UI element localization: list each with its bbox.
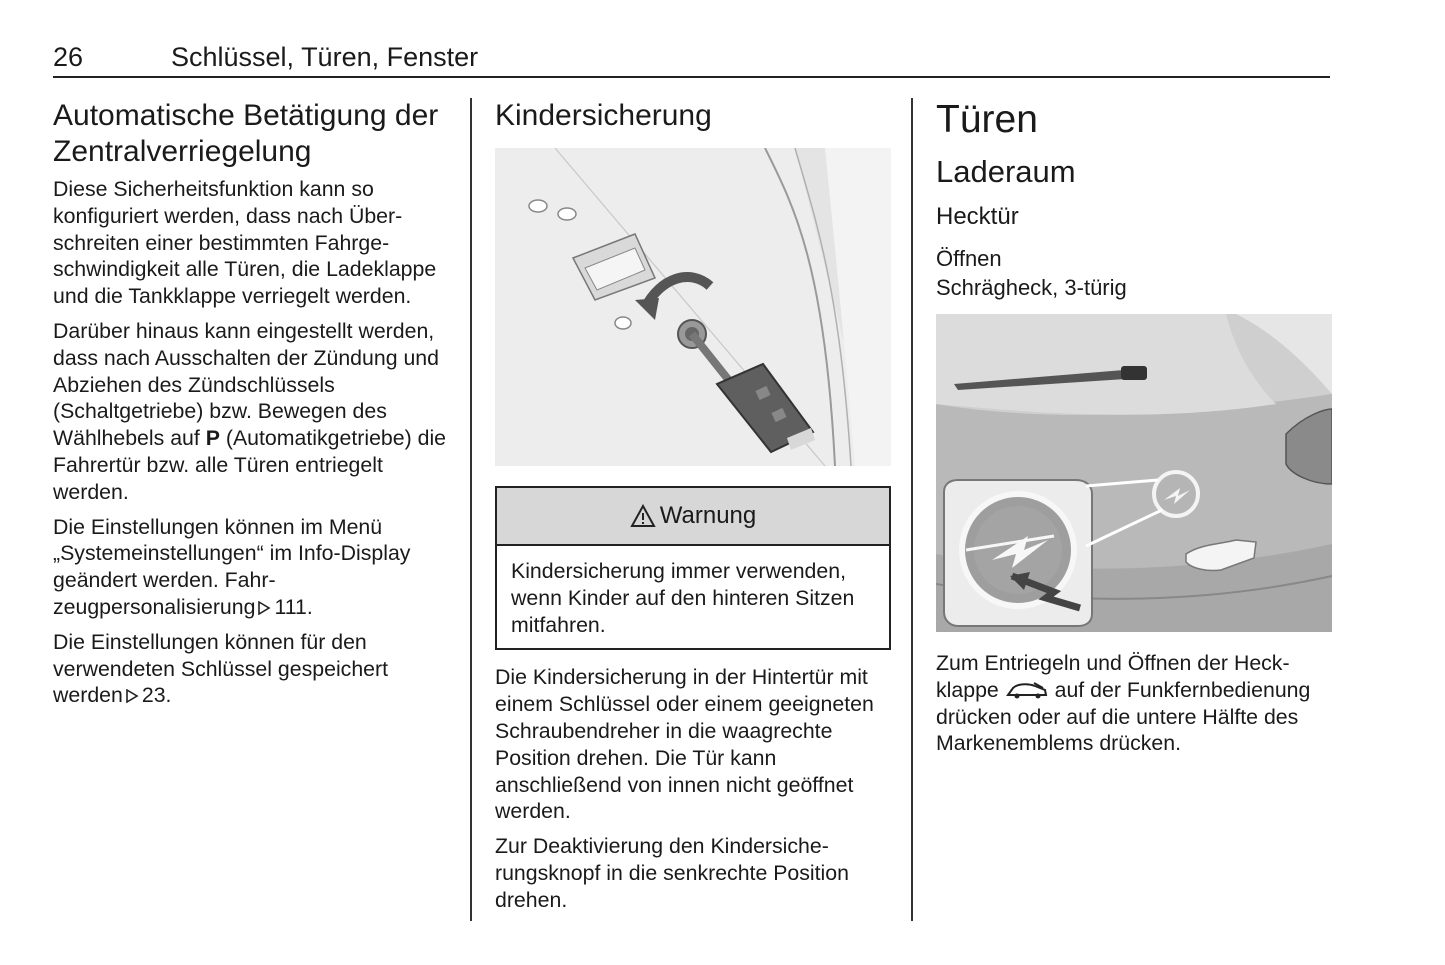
subsection-heading: Hecktür bbox=[936, 203, 1019, 230]
column-child-lock bbox=[495, 98, 891, 922]
text: Darüber hinaus kann eingestellt werden, dass nach Ausschalten der Zündung und Abziehen des Zündschlüssels (Schaltgetriebe) bzw. Bewegen des Wählhebels auf bbox=[53, 318, 439, 451]
paragraph bbox=[53, 629, 451, 709]
warning-box bbox=[495, 486, 891, 650]
column-divider bbox=[911, 98, 913, 921]
page-reference-icon bbox=[125, 689, 139, 703]
page-number: 26 bbox=[53, 42, 84, 72]
paragraph: Diese Sicherheitsfunktion kann so konfiguriert werden, dass nach Überschreiten einer bestimmten Fahrgeschwindigkeit alle Türen, die Ladeklappe und die Tankklappe verriegelt werden. bbox=[53, 177, 437, 309]
paragraph bbox=[53, 514, 451, 621]
paragraph bbox=[936, 650, 1332, 757]
chapter-title: Schlüssel, Türen, Fenster bbox=[171, 42, 479, 72]
paragraph: Zur Deaktivierung den Kindersicherungsknopf in die senkrechte Position drehen. bbox=[495, 834, 849, 912]
column-doors bbox=[936, 98, 1332, 765]
warning-text: Kindersicherung immer verwenden, wenn Kinder auf den hinteren Sitzen mitfahren. bbox=[511, 559, 855, 637]
text: (Automatikgetriebe) die Fahrertür bzw. alle Türen entriegelt werden. bbox=[53, 426, 447, 504]
child-lock-illustration bbox=[495, 148, 891, 466]
warning-title: Warnung bbox=[659, 502, 757, 529]
text: Die Einstellungen können für den verwendeten Schlüssel gespeichert werden bbox=[53, 629, 389, 708]
paragraph: Die Kindersicherung in der Hintertür mit einem Schlüssel oder einem geeigneten Schraubendreher in die waagrechte Position drehen. Die Tür kann anschließend von innen nicht geöffnet werden. bbox=[495, 665, 874, 824]
text: auf der Funkfernbedienung drücken oder auf die untere Hälfte des Markenemblems drücken. bbox=[936, 677, 1311, 756]
page-header bbox=[53, 40, 1330, 78]
variant-heading: Schrägheck, 3-türig bbox=[936, 275, 1127, 300]
tailgate-illustration bbox=[936, 314, 1332, 632]
section-heading: Kindersicherung bbox=[495, 99, 712, 132]
page-reference-icon bbox=[257, 601, 271, 615]
column-automatic-locking bbox=[53, 98, 451, 717]
topic-heading: Öffnen bbox=[936, 246, 1002, 271]
tailgate-emblem-illustration-icon bbox=[936, 314, 1332, 632]
chapter-heading: Türen bbox=[936, 98, 1038, 141]
column-divider bbox=[470, 98, 472, 921]
text: Die Einstellungen können im Menü „Systemeinstellungen“ im Info-Display geändert werden. Fahrzeugpersonalisierung bbox=[53, 514, 411, 619]
text: Zum Entriegeln und Öffnen der Heckklappe bbox=[936, 651, 1290, 702]
page-reference-link[interactable]: 23. bbox=[141, 683, 172, 708]
page-reference-link[interactable]: 111. bbox=[274, 594, 313, 619]
section-heading: Automatische Betätigung der Zentralverriegelung bbox=[53, 99, 439, 168]
warning-header bbox=[497, 488, 889, 546]
child-lock-key-illustration-icon bbox=[495, 148, 891, 466]
section-heading: Laderaum bbox=[936, 154, 1076, 189]
gear-position: P bbox=[205, 426, 220, 451]
tailgate-button-icon bbox=[1005, 680, 1049, 700]
warning-triangle-icon bbox=[630, 504, 656, 528]
paragraph bbox=[53, 318, 451, 506]
